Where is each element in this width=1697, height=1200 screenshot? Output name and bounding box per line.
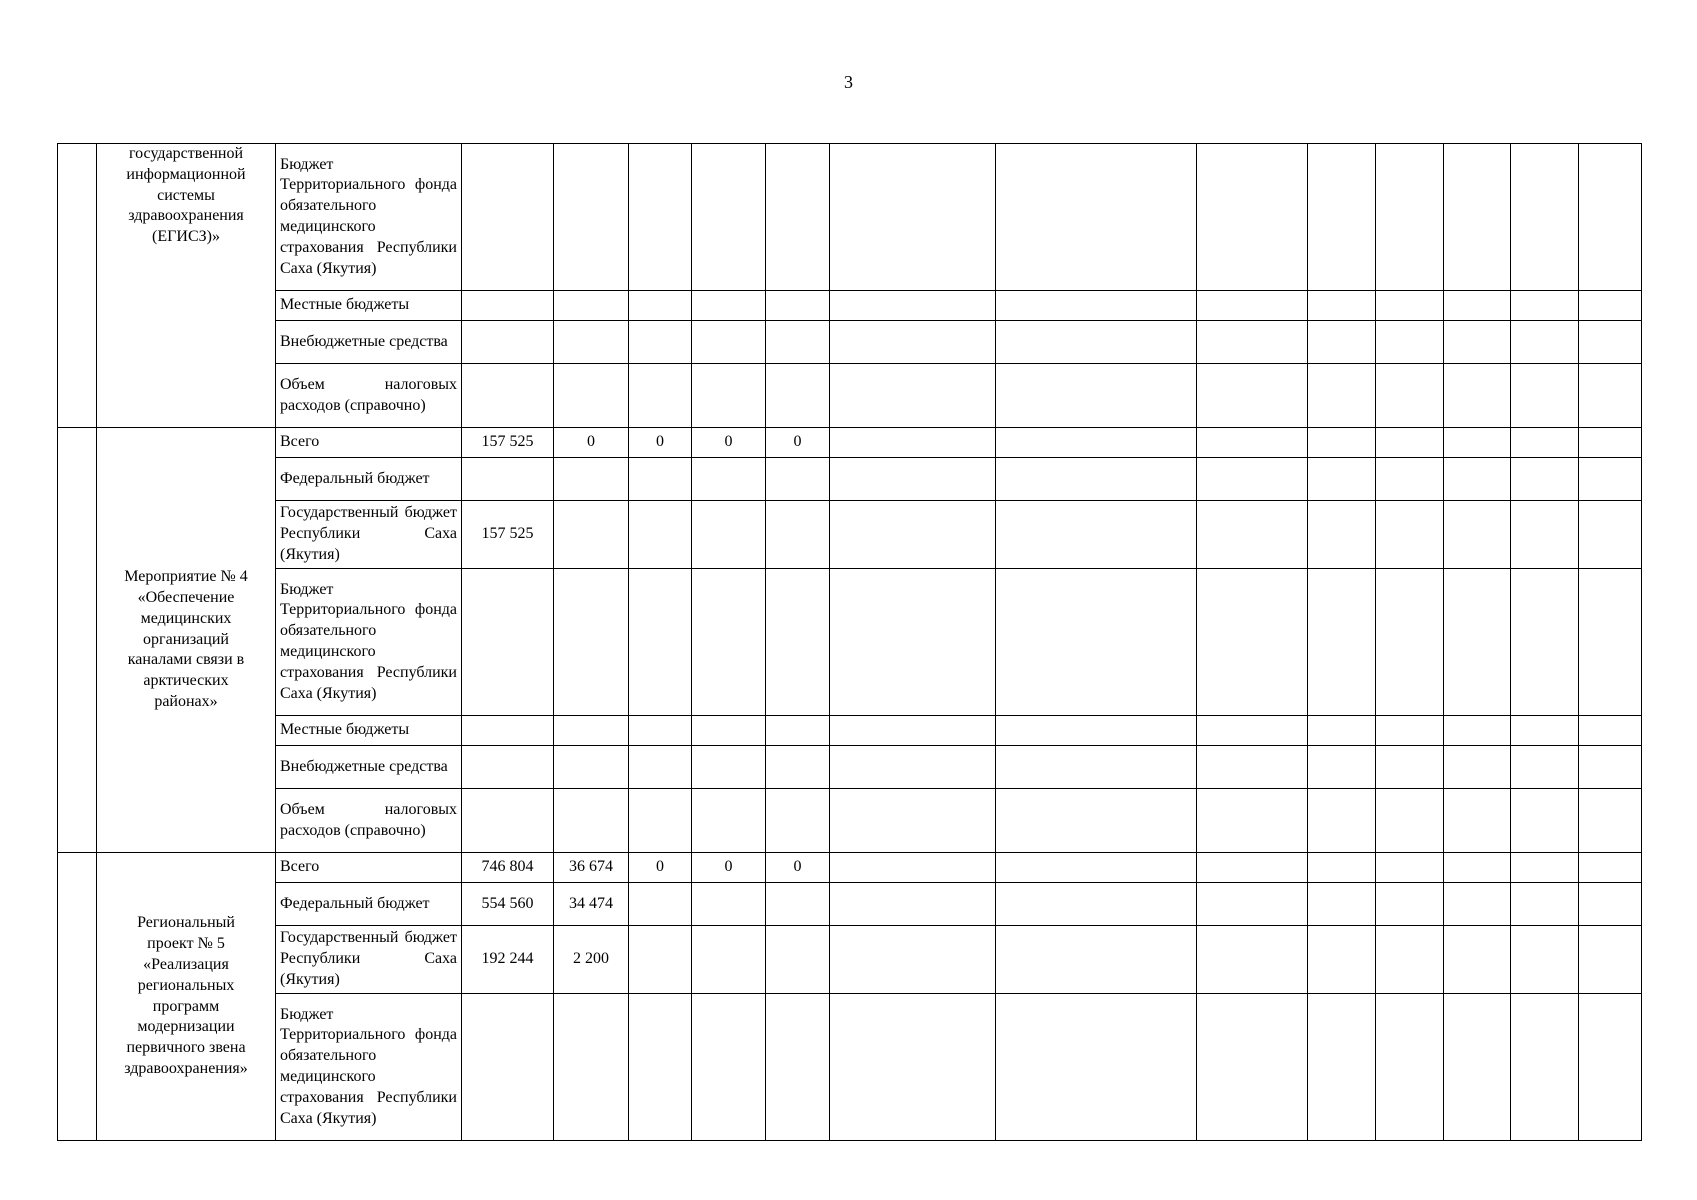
empty-cell <box>1444 746 1511 789</box>
table-row <box>58 994 1642 1141</box>
empty-cell <box>1197 853 1308 883</box>
value-cell: 0 <box>766 853 830 883</box>
table-row <box>58 501 1642 569</box>
table-row <box>58 364 1642 428</box>
empty-cell <box>996 883 1197 926</box>
table-row <box>58 883 1642 926</box>
empty-cell <box>830 994 996 1141</box>
value-cell <box>554 994 629 1141</box>
empty-cell <box>1444 994 1511 1141</box>
empty-cell <box>1511 883 1579 926</box>
empty-cell <box>1308 994 1376 1141</box>
empty-cell <box>996 789 1197 853</box>
empty-cell <box>830 746 996 789</box>
empty-cell <box>1376 716 1444 746</box>
page-number: 3 <box>844 72 853 92</box>
funding-source-cell: Местные бюджеты <box>276 716 462 746</box>
empty-cell <box>1308 501 1376 569</box>
value-cell <box>554 321 629 364</box>
empty-cell <box>1444 364 1511 428</box>
empty-cell <box>996 746 1197 789</box>
empty-cell <box>996 853 1197 883</box>
value-cell: 34 474 <box>554 883 629 926</box>
value-cell <box>462 458 554 501</box>
funding-source-cell: Всего <box>276 853 462 883</box>
empty-cell <box>996 364 1197 428</box>
empty-cell <box>1579 501 1642 569</box>
value-cell <box>462 364 554 428</box>
empty-cell <box>1308 321 1376 364</box>
value-cell <box>554 789 629 853</box>
empty-cell <box>1376 746 1444 789</box>
row-number-cell <box>58 428 97 853</box>
table-row <box>58 144 1642 291</box>
empty-cell <box>1511 458 1579 501</box>
empty-cell <box>1444 853 1511 883</box>
value-cell <box>766 716 830 746</box>
value-cell: 746 804 <box>462 853 554 883</box>
value-cell <box>692 321 766 364</box>
empty-cell <box>1511 428 1579 458</box>
value-cell <box>766 364 830 428</box>
empty-cell <box>1197 458 1308 501</box>
funding-source-cell: Бюджет Территориального фонда обязательного медицинского страхования Республики Саха (Якутия) <box>276 144 462 291</box>
empty-cell <box>1376 364 1444 428</box>
empty-cell <box>1376 789 1444 853</box>
value-cell <box>766 501 830 569</box>
value-cell <box>462 569 554 716</box>
value-cell <box>554 569 629 716</box>
value-cell <box>554 458 629 501</box>
funding-source-cell: Местные бюджеты <box>276 291 462 321</box>
value-cell <box>766 994 830 1141</box>
empty-cell <box>996 291 1197 321</box>
section-title-line: организаций <box>143 630 229 648</box>
value-cell <box>629 291 692 321</box>
empty-cell <box>1197 428 1308 458</box>
empty-cell <box>1579 428 1642 458</box>
empty-cell <box>1511 789 1579 853</box>
funding-source-cell: Внебюджетные средства <box>276 746 462 789</box>
section-title-line: информационной <box>126 165 246 183</box>
empty-cell <box>1308 569 1376 716</box>
funding-source-cell: Объем налоговых расходов (справочно) <box>276 364 462 428</box>
value-cell: 0 <box>692 428 766 458</box>
value-cell <box>692 569 766 716</box>
value-cell <box>766 458 830 501</box>
empty-cell <box>1376 458 1444 501</box>
empty-cell <box>1308 789 1376 853</box>
value-cell: 36 674 <box>554 853 629 883</box>
value-cell <box>554 364 629 428</box>
section-title-line: каналами связи в <box>127 651 245 669</box>
empty-cell <box>1376 994 1444 1141</box>
table-row <box>58 853 1642 883</box>
empty-cell <box>1444 321 1511 364</box>
value-cell <box>692 883 766 926</box>
empty-cell <box>830 789 996 853</box>
empty-cell <box>1376 321 1444 364</box>
section-title-line: (ЕГИСЗ)» <box>152 228 220 246</box>
value-cell: 2 200 <box>554 926 629 994</box>
empty-cell <box>1197 716 1308 746</box>
value-cell <box>554 501 629 569</box>
value-cell <box>692 926 766 994</box>
value-cell <box>766 144 830 291</box>
empty-cell <box>1376 144 1444 291</box>
empty-cell <box>1579 364 1642 428</box>
funding-source-cell: Бюджет Территориального фонда обязательного медицинского страхования Республики Саха (Якутия) <box>276 994 462 1141</box>
funding-source-cell: Объем налоговых расходов (справочно) <box>276 789 462 853</box>
value-cell <box>462 321 554 364</box>
empty-cell <box>1376 883 1444 926</box>
value-cell <box>692 789 766 853</box>
empty-cell <box>1579 853 1642 883</box>
section-title-cell <box>97 853 276 1141</box>
empty-cell <box>1579 144 1642 291</box>
empty-cell <box>1579 926 1642 994</box>
value-cell <box>462 746 554 789</box>
budget-table <box>57 143 1642 1141</box>
empty-cell <box>996 994 1197 1141</box>
empty-cell <box>1308 746 1376 789</box>
empty-cell <box>1444 716 1511 746</box>
empty-cell <box>1511 926 1579 994</box>
empty-cell <box>830 458 996 501</box>
value-cell <box>629 994 692 1141</box>
empty-cell <box>1579 994 1642 1141</box>
section-title-line: региональных <box>137 976 235 994</box>
empty-cell <box>1376 428 1444 458</box>
empty-cell <box>1197 144 1308 291</box>
table-row <box>58 291 1642 321</box>
table-row <box>58 926 1642 994</box>
empty-cell <box>1197 569 1308 716</box>
section-title-line: первичного звена <box>126 1039 246 1057</box>
value-cell <box>554 144 629 291</box>
funding-source-cell: Всего <box>276 428 462 458</box>
value-cell <box>766 789 830 853</box>
value-cell <box>766 569 830 716</box>
funding-source-cell: Бюджет Территориального фонда обязательного медицинского страхования Республики Саха (Якутия) <box>276 569 462 716</box>
value-cell <box>462 291 554 321</box>
empty-cell <box>1444 458 1511 501</box>
empty-cell <box>1197 501 1308 569</box>
section-title-line: модернизации <box>137 1018 235 1036</box>
value-cell <box>629 501 692 569</box>
empty-cell <box>996 428 1197 458</box>
section-title-line: арктических <box>143 672 229 690</box>
empty-cell <box>1308 144 1376 291</box>
section-title-line: системы <box>157 186 215 204</box>
empty-cell <box>1308 458 1376 501</box>
empty-cell <box>830 501 996 569</box>
value-cell <box>692 364 766 428</box>
empty-cell <box>1308 926 1376 994</box>
empty-cell <box>1511 569 1579 716</box>
row-number-cell <box>58 144 97 428</box>
value-cell <box>692 994 766 1141</box>
value-cell <box>692 716 766 746</box>
section-title-cell <box>97 144 276 428</box>
value-cell <box>554 291 629 321</box>
empty-cell <box>830 926 996 994</box>
table-row <box>58 569 1642 716</box>
value-cell <box>629 789 692 853</box>
section-title-line: медицинских <box>140 609 232 627</box>
empty-cell <box>1579 458 1642 501</box>
empty-cell <box>830 883 996 926</box>
empty-cell <box>830 569 996 716</box>
value-cell <box>766 291 830 321</box>
value-cell <box>629 364 692 428</box>
empty-cell <box>1579 569 1642 716</box>
value-cell <box>629 458 692 501</box>
empty-cell <box>1197 994 1308 1141</box>
empty-cell <box>1197 321 1308 364</box>
empty-cell <box>1579 883 1642 926</box>
section-title-line: Региональный <box>137 914 235 932</box>
empty-cell <box>996 569 1197 716</box>
empty-cell <box>1579 291 1642 321</box>
empty-cell <box>1444 926 1511 994</box>
empty-cell <box>830 321 996 364</box>
empty-cell <box>1444 144 1511 291</box>
empty-cell <box>1511 501 1579 569</box>
value-cell <box>629 321 692 364</box>
value-cell <box>766 926 830 994</box>
empty-cell <box>1376 926 1444 994</box>
empty-cell <box>1511 321 1579 364</box>
empty-cell <box>830 428 996 458</box>
empty-cell <box>1376 501 1444 569</box>
table-row <box>58 321 1642 364</box>
section-title-line: районах» <box>154 692 218 710</box>
empty-cell <box>1376 569 1444 716</box>
row-number-cell <box>58 853 97 1141</box>
empty-cell <box>1308 428 1376 458</box>
empty-cell <box>996 321 1197 364</box>
funding-source-cell: Федеральный бюджет <box>276 883 462 926</box>
value-cell <box>629 144 692 291</box>
empty-cell <box>1444 883 1511 926</box>
empty-cell <box>996 501 1197 569</box>
funding-source-cell: Внебюджетные средства <box>276 321 462 364</box>
section-title-line: государственной <box>128 145 244 162</box>
value-cell <box>766 321 830 364</box>
empty-cell <box>1511 746 1579 789</box>
value-cell <box>554 746 629 789</box>
empty-cell <box>1444 428 1511 458</box>
value-cell <box>554 716 629 746</box>
funding-source-cell: Государственный бюджет Республики Саха (Якутия) <box>276 926 462 994</box>
empty-cell <box>1579 789 1642 853</box>
empty-cell <box>1308 291 1376 321</box>
value-cell <box>629 926 692 994</box>
empty-cell <box>1511 364 1579 428</box>
section-title-line: «Реализация <box>143 955 229 973</box>
value-cell <box>692 291 766 321</box>
empty-cell <box>1197 926 1308 994</box>
section-title-line: «Обеспечение <box>137 589 235 606</box>
value-cell: 192 244 <box>462 926 554 994</box>
empty-cell <box>996 458 1197 501</box>
empty-cell <box>996 144 1197 291</box>
empty-cell <box>1308 364 1376 428</box>
table-row <box>58 746 1642 789</box>
value-cell: 0 <box>629 853 692 883</box>
empty-cell <box>1511 144 1579 291</box>
empty-cell <box>830 144 996 291</box>
empty-cell <box>1511 853 1579 883</box>
empty-cell <box>996 716 1197 746</box>
value-cell <box>766 746 830 789</box>
empty-cell <box>1444 291 1511 321</box>
value-cell: 0 <box>766 428 830 458</box>
empty-cell <box>1197 291 1308 321</box>
table-row <box>58 789 1642 853</box>
empty-cell <box>1511 291 1579 321</box>
empty-cell <box>1444 789 1511 853</box>
section-title-cell <box>97 428 276 853</box>
value-cell <box>462 994 554 1141</box>
empty-cell <box>1376 291 1444 321</box>
funding-source-cell: Государственный бюджет Республики Саха (Якутия) <box>276 501 462 569</box>
value-cell <box>766 883 830 926</box>
empty-cell <box>1308 853 1376 883</box>
empty-cell <box>830 291 996 321</box>
empty-cell <box>1579 716 1642 746</box>
value-cell <box>462 144 554 291</box>
value-cell <box>629 883 692 926</box>
value-cell <box>692 501 766 569</box>
value-cell: 157 525 <box>462 428 554 458</box>
table-row <box>58 458 1642 501</box>
empty-cell <box>1444 569 1511 716</box>
empty-cell <box>1197 789 1308 853</box>
table-row <box>58 428 1642 458</box>
empty-cell <box>1308 716 1376 746</box>
empty-cell <box>1511 994 1579 1141</box>
empty-cell <box>1579 746 1642 789</box>
empty-cell <box>1197 746 1308 789</box>
value-cell <box>462 716 554 746</box>
value-cell: 0 <box>692 853 766 883</box>
empty-cell <box>1579 321 1642 364</box>
section-title-line: Мероприятие № 4 <box>124 568 248 586</box>
empty-cell <box>1511 716 1579 746</box>
funding-source-cell: Федеральный бюджет <box>276 458 462 501</box>
empty-cell <box>830 853 996 883</box>
empty-cell <box>1308 883 1376 926</box>
section-title-line: здравоохранения <box>128 207 244 225</box>
value-cell <box>629 746 692 789</box>
value-cell <box>692 144 766 291</box>
section-title-line: здравоохранения» <box>124 1059 248 1077</box>
empty-cell <box>830 716 996 746</box>
table-row <box>58 716 1642 746</box>
value-cell <box>692 746 766 789</box>
value-cell: 554 560 <box>462 883 554 926</box>
value-cell <box>629 569 692 716</box>
section-title-line: программ <box>152 997 220 1015</box>
value-cell: 0 <box>554 428 629 458</box>
value-cell: 0 <box>629 428 692 458</box>
empty-cell <box>830 364 996 428</box>
empty-cell <box>1376 853 1444 883</box>
section-title-line: проект № 5 <box>147 935 225 953</box>
empty-cell <box>1197 883 1308 926</box>
empty-cell <box>996 926 1197 994</box>
value-cell <box>692 458 766 501</box>
value-cell <box>462 789 554 853</box>
empty-cell <box>1444 501 1511 569</box>
empty-cell <box>1197 364 1308 428</box>
value-cell: 157 525 <box>462 501 554 569</box>
value-cell <box>629 716 692 746</box>
